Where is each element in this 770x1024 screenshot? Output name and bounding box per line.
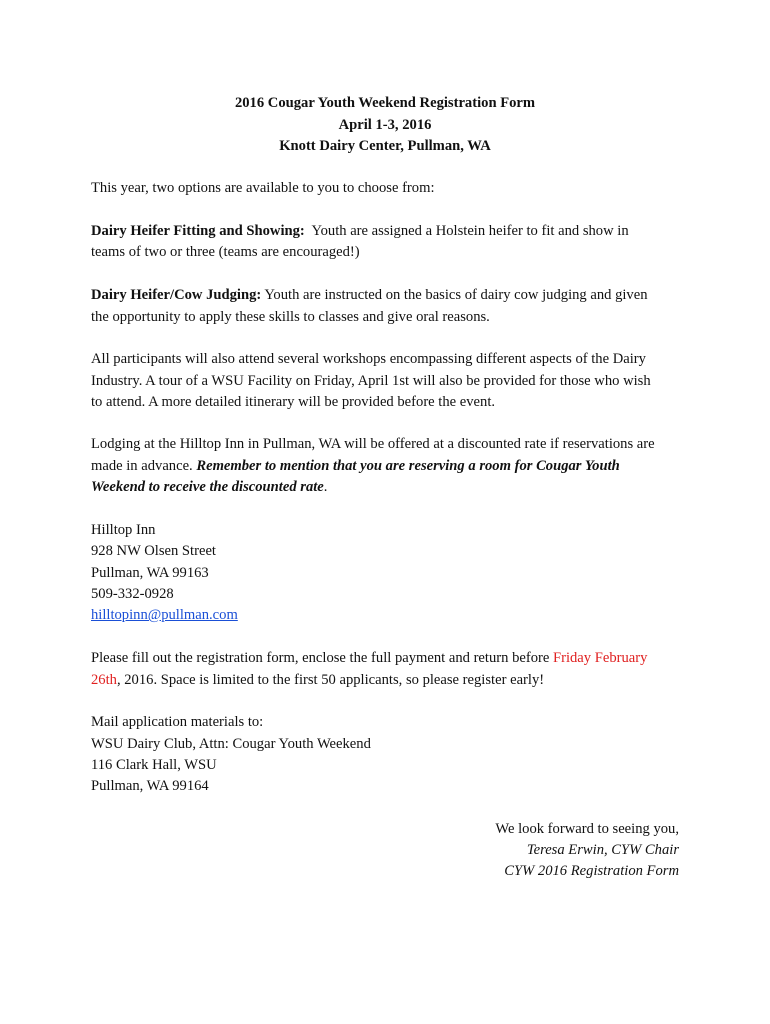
lodging-reminder: Remember to mention that you are reserving a room for Cougar Youth	[196, 458, 620, 474]
mail-address-line3: Pullman, WA 99164	[91, 778, 209, 794]
deadline-note: , 2016. Space is limited to the first 50 applicants, so please register early!	[116, 672, 545, 688]
hotel-email-link[interactable]: hilltopinn@pullman.com	[91, 607, 238, 623]
form-title: 2016 Cougar Youth Weekend Registration Form	[234, 95, 536, 111]
deadline-text: Please fill out the registration form, enclose the full payment and return before	[91, 650, 553, 666]
mail-address-line2: 116 Clark Hall, WSU	[91, 757, 217, 773]
signer-name: Teresa Erwin, CYW Chair	[526, 842, 679, 858]
workshops-line1: All participants will also attend several workshops encompassing different aspects of the Dairy	[91, 351, 646, 367]
workshops-line2: Industry. A tour of a WSU Facility on Friday, April 1st will also be provided for those who wish	[91, 373, 651, 389]
option-judging-line1	[91, 285, 648, 306]
deadline-date-day: 26th	[91, 672, 117, 688]
lodging-line1: Lodging at the Hilltop Inn in Pullman, WA will be offered at a discounted rate if reservations are	[91, 436, 655, 452]
option-fitting-label: Dairy Heifer Fitting and Showing:	[91, 223, 305, 239]
option-fitting-line2: teams of two or three (teams are encouraged!)	[91, 244, 360, 260]
hotel-phone: 509-332-0928	[91, 586, 174, 602]
deadline-date: Friday February	[552, 650, 648, 666]
event-location: Knott Dairy Center, Pullman, WA	[279, 138, 491, 154]
intro-text: This year, two options are available to you to choose from:	[91, 180, 435, 196]
mail-address-line1: WSU Dairy Club, Attn: Cougar Youth Weekend	[91, 736, 371, 752]
hotel-name: Hilltop Inn	[91, 522, 156, 538]
option-fitting-line1	[91, 221, 629, 242]
hotel-city: Pullman, WA 99163	[91, 565, 209, 581]
hotel-email-line	[91, 605, 238, 626]
form-name: CYW 2016 Registration Form	[504, 863, 679, 879]
option-judging-label: Dairy Heifer/Cow Judging:	[91, 287, 262, 303]
option-judging-line2: the opportunity to apply these skills to classes and give oral reasons.	[91, 309, 490, 325]
option-fitting-desc: Youth are assigned a Holstein heifer to fit and show in	[304, 223, 629, 239]
hotel-street: 928 NW Olsen Street	[91, 543, 216, 559]
workshops-line3: to attend. A more detailed itinerary will be provided before the event.	[91, 394, 496, 410]
lodging-plain: made in advance.	[91, 458, 197, 474]
deadline-line2	[91, 670, 544, 691]
lodging-period: .	[323, 479, 328, 495]
mail-heading: Mail application materials to:	[91, 714, 264, 730]
lodging-reminder-end: Weekend to receive the discounted rate	[91, 479, 324, 495]
lodging-line3	[91, 477, 327, 498]
lodging-line2	[91, 456, 620, 477]
deadline-line1	[91, 648, 647, 669]
event-dates: April 1-3, 2016	[338, 117, 432, 133]
closing-line: We look forward to seeing you,	[495, 821, 679, 837]
option-judging-desc: Youth are instructed on the basics of dairy cow judging and given	[261, 287, 648, 303]
